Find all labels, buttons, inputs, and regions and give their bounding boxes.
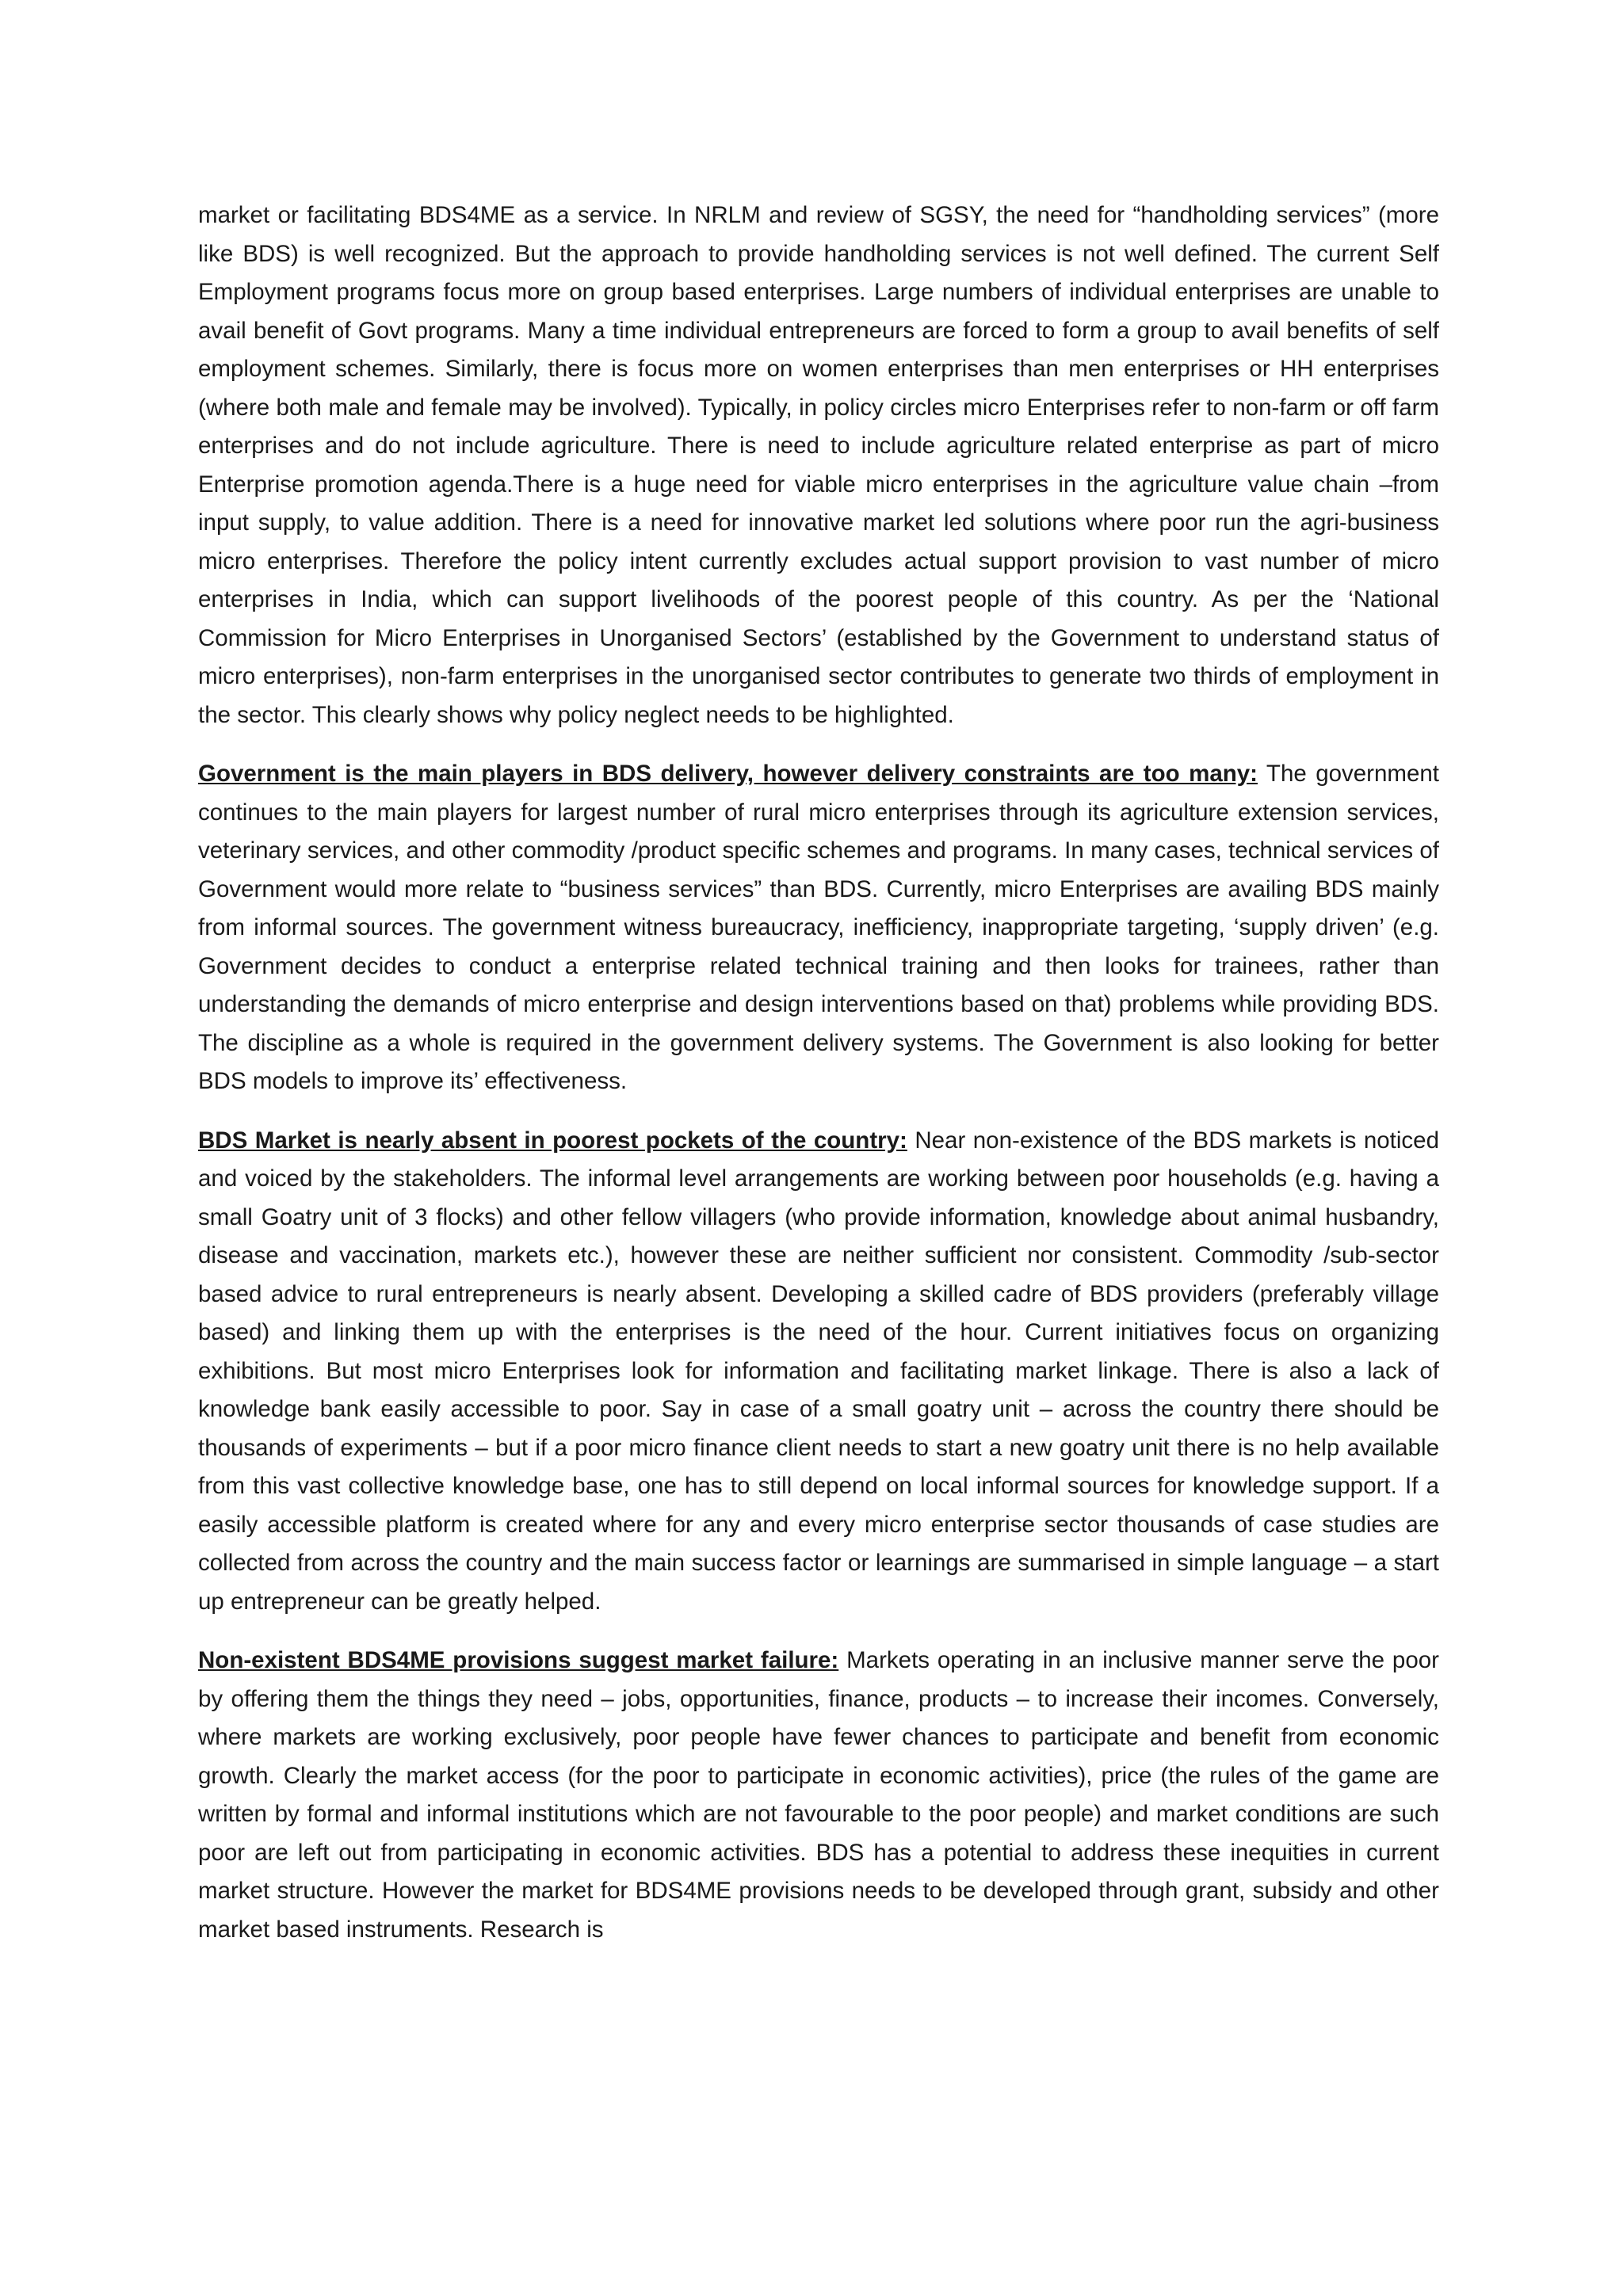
paragraph-government-delivery xyxy=(198,755,1439,1101)
paragraph-policy-gap xyxy=(198,196,1439,734)
paragraph-body: Near non-existence of the BDS markets is noticed and voiced by the stakeholders. The informal level arrangements are working between poor households (e.g. having a small Goatry unit of 3 flocks) and other fellow villagers (who provide information, knowledge about animal husbandry, disease and vaccination, markets etc.), however these are neither sufficient nor consistent. Commodity /sub-sector based advice to rural entrepreneurs is nearly absent. Developing a skilled cadre of BDS providers (preferably village based) and linking them up with the enterprises is the need of the hour. Current initiatives focus on organizing exhibitions. But most micro Enterprises look for information and facilitating market linkage. There is also a lack of knowledge bank easily accessible to poor. Say in case of a small goatry unit – across the country there should be thousands of experiments – but if a poor micro finance client needs to start a new goatry unit there is no help available from this vast collective knowledge base, one has to still depend on local informal sources for knowledge support. If a easily accessible platform is created where for any and every micro enterprise sector thousands of case studies are collected from across the country and the main success factor or learnings are summarised in simple language – a start up entrepreneur can be greatly helped. xyxy=(198,1127,1439,1615)
document-page xyxy=(198,196,1439,1970)
paragraph-heading: Government is the main players in BDS delivery, however delivery constraints are too many: xyxy=(198,761,1258,787)
paragraph-bds-market-absent xyxy=(198,1122,1439,1622)
paragraph-body: The government continues to the main players for largest number of rural micro enterprises through its agriculture extension services, veterinary services, and other commodity /product specific schemes and programs. In many cases, technical services of Government would more relate to “business services” than BDS. Currently, micro Enterprises are availing BDS mainly from informal sources. The government witness bureaucracy, inefficiency, inappropriate targeting, ‘supply driven’ (e.g. Government decides to conduct a enterprise related technical training and then looks for trainees, rather than understanding the demands of micro enterprise and design interventions based on that) problems while providing BDS. The discipline as a whole is required in the government delivery systems. The Government is also looking for better BDS models to improve its’ effectiveness. xyxy=(198,761,1439,1094)
paragraph-heading: Non-existent BDS4ME provisions suggest market failure: xyxy=(198,1647,839,1673)
paragraph-heading: BDS Market is nearly absent in poorest pockets of the country: xyxy=(198,1127,907,1154)
paragraph-body: Markets operating in an inclusive manner serve the poor by offering them the things they need – jobs, opportunities, finance, products – to increase their incomes. Conversely, where markets are working exclusively, poor people have fewer chances to participate and benefit from economic growth. Clearly the market access (for the poor to participate in economic activities), price (the rules of the game are written by formal and informal institutions which are not favourable to the poor people) and market conditions are such poor are left out from participating in economic activities. BDS has a potential to address these inequities in current market structure. However the market for BDS4ME provisions needs to be developed through grant, subsidy and other market based instruments. Research is xyxy=(198,1647,1439,1943)
paragraph-market-failure xyxy=(198,1642,1439,1949)
paragraph-body: market or facilitating BDS4ME as a service. In NRLM and review of SGSY, the need for “handholding services” (more like BDS) is well recognized. But the approach to provide handholding services is not well defined. The current Self Employment programs focus more on group based enterprises. Large numbers of individual enterprises are unable to avail benefit of Govt programs. Many a time individual entrepreneurs are forced to form a group to avail benefits of self employment schemes. Similarly, there is focus more on women enterprises than men enterprises or HH enterprises (where both male and female may be involved). Typically, in policy circles micro Enterprises refer to non-farm or off farm enterprises and do not include agriculture. There is need to include agriculture related enterprise as part of micro Enterprise promotion agenda.There is a huge need for viable micro enterprises in the agriculture value chain –from input supply, to value addition. There is a need for innovative market led solutions where poor run the agri-business micro enterprises. Therefore the policy intent currently excludes actual support provision to vast number of micro enterprises in India, which can support livelihoods of the poorest people of this country. As per the ‘National Commission for Micro Enterprises in Unorganised Sectors’ (established by the Government to understand status of micro enterprises), non-farm enterprises in the unorganised sector contributes to generate two thirds of employment in the sector. This clearly shows why policy neglect needs to be highlighted. xyxy=(198,202,1439,728)
